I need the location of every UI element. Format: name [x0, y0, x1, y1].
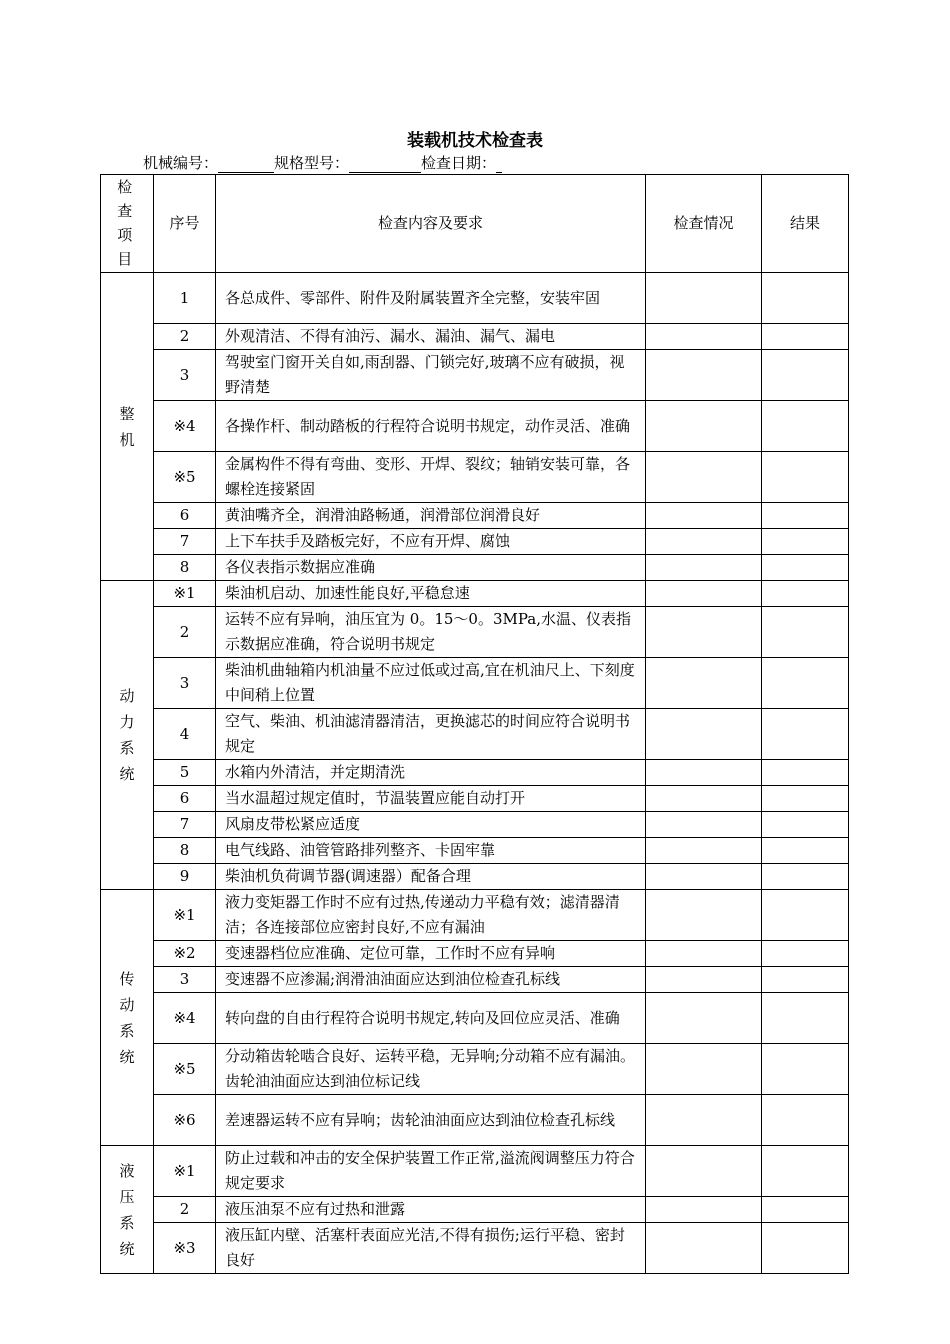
result-cell[interactable]	[762, 452, 849, 503]
seq-cell: ※3	[154, 1223, 216, 1274]
content-cell: 变速器不应渗漏;润滑油油面应达到油位检查孔标线	[216, 967, 646, 993]
seq-cell: ※1	[154, 1146, 216, 1197]
status-cell[interactable]	[646, 786, 762, 812]
table-row	[101, 864, 849, 890]
table-row	[101, 350, 849, 401]
status-cell[interactable]	[646, 993, 762, 1044]
info-line	[143, 152, 502, 173]
machine-no-field[interactable]	[218, 156, 274, 173]
content-cell: 分动箱齿轮啮合良好、运转平稳，无异响;分动箱不应有漏油。齿轮油油面应达到油位标记线	[216, 1044, 646, 1095]
result-cell[interactable]	[762, 838, 849, 864]
machine-no-label: 机械编号：	[143, 154, 219, 172]
status-cell[interactable]	[646, 529, 762, 555]
date-label: 检查日期：	[421, 154, 497, 172]
result-cell[interactable]	[762, 941, 849, 967]
seq-cell: 6	[154, 786, 216, 812]
content-cell: 各操作杆、制动踏板的行程符合说明书规定，动作灵活、准确	[216, 401, 646, 452]
status-cell[interactable]	[646, 1044, 762, 1095]
seq-cell: 3	[154, 967, 216, 993]
category-cell: 整 机	[101, 273, 154, 581]
status-cell[interactable]	[646, 812, 762, 838]
status-cell[interactable]	[646, 324, 762, 350]
status-cell[interactable]	[646, 555, 762, 581]
seq-cell: ※6	[154, 1095, 216, 1146]
content-cell: 上下车扶手及踏板完好，不应有开焊、腐蚀	[216, 529, 646, 555]
content-cell: 液力变矩器工作时不应有过热,传递动力平稳有效；滤清器清洁；各连接部位应密封良好,不应有漏油	[216, 890, 646, 941]
status-cell[interactable]	[646, 1197, 762, 1223]
table-row	[101, 967, 849, 993]
table-row	[101, 786, 849, 812]
content-cell: 柴油机负荷调节器(调速器）配备合理	[216, 864, 646, 890]
result-cell[interactable]	[762, 1095, 849, 1146]
inspection-table	[100, 174, 849, 1274]
content-cell: 液压缸内壁、活塞杆表面应光洁,不得有损伤;运行平稳、密封良好	[216, 1223, 646, 1274]
status-cell[interactable]	[646, 350, 762, 401]
result-cell[interactable]	[762, 812, 849, 838]
table-row	[101, 555, 849, 581]
table-body	[101, 273, 849, 1274]
seq-cell: 9	[154, 864, 216, 890]
result-cell[interactable]	[762, 890, 849, 941]
seq-cell: 6	[154, 503, 216, 529]
seq-cell: 7	[154, 529, 216, 555]
status-cell[interactable]	[646, 401, 762, 452]
model-label: 规格型号：	[274, 154, 350, 172]
table-row	[101, 1095, 849, 1146]
category-cell: 动 力 系 统	[101, 581, 154, 890]
content-cell: 各仪表指示数据应准确	[216, 555, 646, 581]
result-cell[interactable]	[762, 1146, 849, 1197]
status-cell[interactable]	[646, 273, 762, 324]
table-row	[101, 1146, 849, 1197]
table-row	[101, 993, 849, 1044]
status-cell[interactable]	[646, 864, 762, 890]
table-row	[101, 812, 849, 838]
result-cell[interactable]	[762, 1197, 849, 1223]
result-cell[interactable]	[762, 555, 849, 581]
result-cell[interactable]	[762, 529, 849, 555]
result-cell[interactable]	[762, 503, 849, 529]
table-row	[101, 324, 849, 350]
seq-cell: ※1	[154, 581, 216, 607]
table-row	[101, 760, 849, 786]
status-cell[interactable]	[646, 658, 762, 709]
status-cell[interactable]	[646, 503, 762, 529]
content-cell: 驾驶室门窗开关自如,雨刮器、门锁完好,玻璃不应有破损，视野清楚	[216, 350, 646, 401]
status-cell[interactable]	[646, 1146, 762, 1197]
result-cell[interactable]	[762, 324, 849, 350]
category-cell: 液 压 系 统	[101, 1146, 154, 1274]
result-cell[interactable]	[762, 786, 849, 812]
content-cell: 各总成件、零部件、附件及附属装置齐全完整，安装牢固	[216, 273, 646, 324]
result-cell[interactable]	[762, 993, 849, 1044]
table-row	[101, 709, 849, 760]
category-cell: 传 动 系 统	[101, 890, 154, 1146]
result-cell[interactable]	[762, 1223, 849, 1274]
table-row	[101, 941, 849, 967]
content-cell: 黄油嘴齐全，润滑油路畅通，润滑部位润滑良好	[216, 503, 646, 529]
header-status: 检查情况	[646, 175, 762, 273]
table-row	[101, 1223, 849, 1274]
seq-cell: ※1	[154, 890, 216, 941]
seq-cell: 2	[154, 1197, 216, 1223]
seq-cell: 7	[154, 812, 216, 838]
table-row	[101, 273, 849, 324]
table-row	[101, 452, 849, 503]
table-row	[101, 607, 849, 658]
status-cell[interactable]	[646, 709, 762, 760]
result-cell[interactable]	[762, 607, 849, 658]
table-header-row	[101, 175, 849, 273]
header-content: 检查内容及要求	[216, 175, 646, 273]
seq-cell: 8	[154, 838, 216, 864]
seq-cell: ※4	[154, 401, 216, 452]
table-row	[101, 1197, 849, 1223]
table-row	[101, 658, 849, 709]
content-cell: 柴油机启动、加速性能良好,平稳怠速	[216, 581, 646, 607]
content-cell: 水箱内外清洁，并定期清洗	[216, 760, 646, 786]
result-cell[interactable]	[762, 709, 849, 760]
content-cell: 液压油泵不应有过热和泄露	[216, 1197, 646, 1223]
content-cell: 外观清洁、不得有油污、漏水、漏油、漏气、漏电	[216, 324, 646, 350]
status-cell[interactable]	[646, 760, 762, 786]
seq-cell: ※4	[154, 993, 216, 1044]
content-cell: 柴油机曲轴箱内机油量不应过低或过高,宜在机油尺上、下刻度中间稍上位置	[216, 658, 646, 709]
seq-cell: 3	[154, 350, 216, 401]
seq-cell: ※2	[154, 941, 216, 967]
content-cell: 防止过载和冲击的安全保护装置工作正常,溢流阀调整压力符合规定要求	[216, 1146, 646, 1197]
content-cell: 转向盘的自由行程符合说明书规定,转向及回位应灵活、准确	[216, 993, 646, 1044]
seq-cell: ※5	[154, 1044, 216, 1095]
result-cell[interactable]	[762, 658, 849, 709]
seq-cell: ※5	[154, 452, 216, 503]
seq-cell: 3	[154, 658, 216, 709]
result-cell[interactable]	[762, 581, 849, 607]
header-result: 结果	[762, 175, 849, 273]
table-row	[101, 838, 849, 864]
status-cell[interactable]	[646, 1223, 762, 1274]
result-cell[interactable]	[762, 350, 849, 401]
content-cell: 风扇皮带松紧应适度	[216, 812, 646, 838]
status-cell[interactable]	[646, 607, 762, 658]
model-field[interactable]	[349, 156, 421, 173]
result-cell[interactable]	[762, 760, 849, 786]
seq-cell: 2	[154, 607, 216, 658]
status-cell[interactable]	[646, 890, 762, 941]
content-cell: 变速器档位应准确、定位可靠，工作时不应有异响	[216, 941, 646, 967]
content-cell: 金属构件不得有弯曲、变形、开焊、裂纹；轴销安装可靠，各螺栓连接紧固	[216, 452, 646, 503]
document-title: 装载机技术检查表	[407, 131, 543, 151]
header-category: 检查项目	[101, 175, 154, 273]
content-cell: 运转不应有异响，油压宜为 0。15～0。3MPa,水温、仪表指示数据应准确，符合说明书规定	[216, 607, 646, 658]
table-row	[101, 529, 849, 555]
result-cell[interactable]	[762, 401, 849, 452]
result-cell[interactable]	[762, 967, 849, 993]
table-row	[101, 503, 849, 529]
status-cell[interactable]	[646, 452, 762, 503]
status-cell[interactable]	[646, 1095, 762, 1146]
seq-cell: 2	[154, 324, 216, 350]
seq-cell: 8	[154, 555, 216, 581]
seq-cell: 5	[154, 760, 216, 786]
table-row	[101, 890, 849, 941]
table-row	[101, 581, 849, 607]
content-cell: 当水温超过规定值时，节温装置应能自动打开	[216, 786, 646, 812]
status-cell[interactable]	[646, 967, 762, 993]
result-cell[interactable]	[762, 1044, 849, 1095]
status-cell[interactable]	[646, 838, 762, 864]
seq-cell: 4	[154, 709, 216, 760]
table-row	[101, 1044, 849, 1095]
result-cell[interactable]	[762, 864, 849, 890]
result-cell[interactable]	[762, 273, 849, 324]
header-seq: 序号	[154, 175, 216, 273]
seq-cell: 1	[154, 273, 216, 324]
content-cell: 电气线路、油管管路排列整齐、卡固牢靠	[216, 838, 646, 864]
table-row	[101, 401, 849, 452]
content-cell: 差速器运转不应有异响；齿轮油油面应达到油位检查孔标线	[216, 1095, 646, 1146]
content-cell: 空气、柴油、机油滤清器清洁，更换滤芯的时间应符合说明书规定	[216, 709, 646, 760]
status-cell[interactable]	[646, 941, 762, 967]
status-cell[interactable]	[646, 581, 762, 607]
date-field[interactable]	[496, 156, 502, 173]
